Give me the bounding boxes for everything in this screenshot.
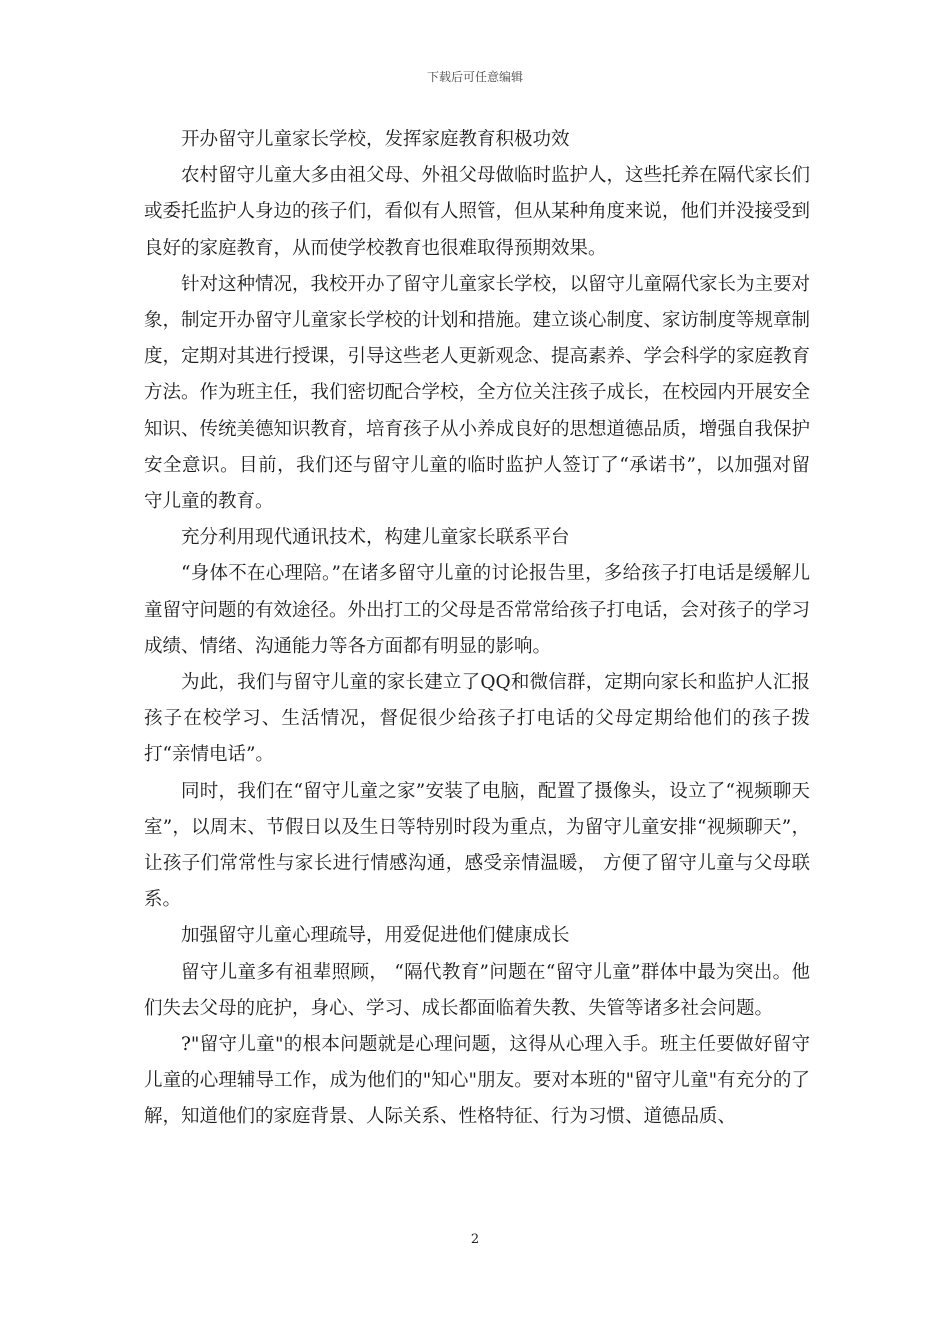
paragraph: ?"留守儿童"的根本问题就是心理问题，这得从心理入手。班主任要做好留守儿童的心理辅导工作，成为他们的"知心"朋友。要对本班的"留守儿童"有充分的了解，知道他们的家庭背景、人际关系、性格特征、行为习惯、道德品质、 xyxy=(144,1034,810,1128)
page-header: 下载后可任意编辑 xyxy=(426,70,523,84)
paragraph: “身体不在心理陪。”在诸多留守儿童的讨论报告里，多给孩子打电话是缓解儿童留守问题的有效途径。外出打工的父母是否常常给孩子打电话，会对孩子的学习成绩、情绪、沟通能力等各方面都有明显的影响。 xyxy=(144,563,811,657)
section-heading: 开办留守儿童家长学校，发挥家庭教育积极功效 xyxy=(181,129,570,150)
page-number: 2 xyxy=(470,1232,480,1247)
section-heading: 充分利用现代通讯技术，构建儿童家长联系平台 xyxy=(181,527,570,549)
paragraph: 留守儿童多有祖辈照顾， “隔代教育”问题在“留守儿童”群体中最为突出。他们失去父母的庇护，身心、学习、成长都面临着失教、失管等诸多社会问题。 xyxy=(144,961,810,1019)
paragraph: 农村留守儿童大多由祖父母、外祖父母做临时监护人，这些托养在隔代家长们或委托监护人身边的孩子们，看似有人照管，但从某种角度来说，他们并没接受到良好的家庭教育，从而使学校教育也很难取得预期效果。 xyxy=(144,165,811,259)
paragraph: 针对这种情况，我校开办了留守儿童家长学校，以留守儿童隔代家长为主要对象，制定开办留守儿童家长学校的计划和措施。建立谈心制度、家访制度等规章制度，定期对其进行授课，引导这些老人更新观念、提高素养、学会科学的家庭教育方法。作为班主任，我们密切配合学校，全方位关注孩子成长，在校园内开展安全知识、传统美德知识教育，培育孩子从小养成良好的思想道德品质，增强自我保护安全意识。目前，我们还与留守儿童的临时监护人签订了“承诺书”，以加强对留守儿童的教育。 xyxy=(144,273,811,513)
paragraph: 同时，我们在“留守儿童之家”安装了电脑，配置了摄像头，设立了“视频聊天室”，以周末、节假日以及生日等特别时段为重点，为留守儿童安排“视频聊天”，让孩子们常常性与家长进行情感沟通，感受亲情温暖， 方便了留守儿童与父母联系。 xyxy=(144,780,810,911)
paragraph: 为此，我们与留守儿童的家长建立了QQ和微信群，定期向家长和监护人汇报孩子在校学习、生活情况，督促很少给孩子打电话的父母定期给他们的孩子拨打“亲情电话”。 xyxy=(144,672,810,766)
document-body xyxy=(144,122,810,1136)
section-heading: 加强留守儿童心理疏导，用爱促进他们健康成长 xyxy=(181,925,570,947)
